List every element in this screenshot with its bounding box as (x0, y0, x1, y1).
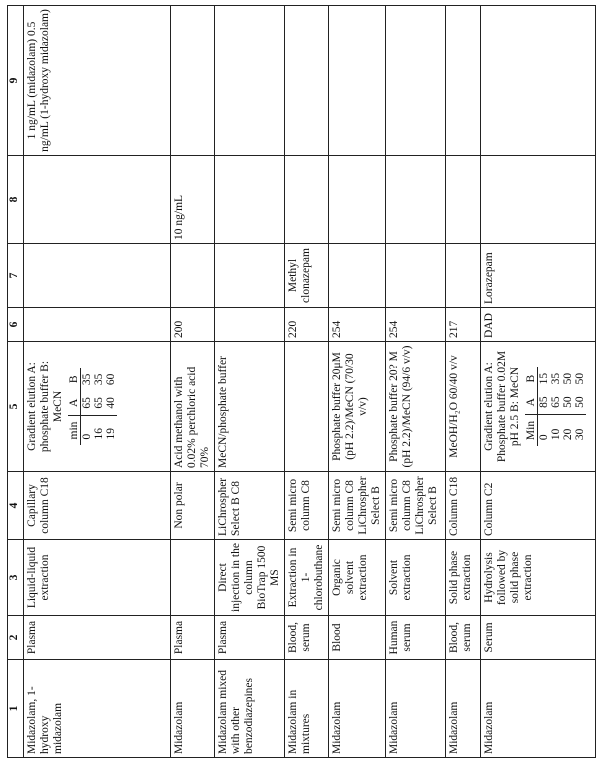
column-header: 3 (8, 540, 24, 616)
gradient-cell: 20 (562, 414, 574, 446)
loq-cell (329, 6, 386, 156)
loq-cell (215, 6, 285, 156)
internal-standard-cell (386, 244, 446, 308)
table-row (329, 6, 386, 758)
gradient-header-row (68, 368, 81, 446)
matrix-cell: Plasma (24, 616, 171, 660)
table-row (24, 6, 171, 758)
internal-standard-cell: Lorazepam (481, 244, 596, 308)
gradient-cell: 65 (93, 397, 105, 409)
wavelength-cell: 217 (446, 308, 481, 342)
gradient-cell: 50 (574, 372, 586, 385)
gradient-cell: 60 (105, 373, 117, 386)
analyte-cell: Midazolam (481, 660, 596, 758)
gradient-table (68, 368, 117, 446)
internal-standard-cell (171, 244, 215, 308)
gradient-cell: 40 (105, 397, 117, 409)
gradient-row (81, 368, 94, 446)
column-header: 2 (8, 616, 24, 660)
wavelength-cell: 200 (171, 308, 215, 342)
matrix-cell: Plasma (215, 616, 285, 660)
gradient-cell: 50 (562, 372, 574, 385)
table-row (285, 6, 329, 758)
gradient-table (525, 367, 586, 446)
gradient-cell: 35 (93, 373, 105, 386)
lod-cell (329, 156, 386, 244)
column-cell: Capillary column C18 (24, 472, 171, 540)
wavelength-cell (24, 308, 171, 342)
column-header: 9 (8, 6, 24, 156)
lod-cell (446, 156, 481, 244)
mobile-phase-cell: MeOH/H₂O 60/40 v/v (446, 342, 481, 472)
matrix-cell: Blood, serum (446, 616, 481, 660)
lod-cell (215, 156, 285, 244)
mobile-phase-cell: Phosphate buffer 20? M (pH 2.2)/MeCN (94/6 v/v) (386, 342, 446, 472)
gradient-cell: 35 (81, 373, 93, 386)
sample-prep-cell: Hydrolysis followed by solid phase extraction (481, 540, 596, 616)
column-cell: Column C18 (446, 472, 481, 540)
internal-standard-cell: Methyl clonazepam (285, 244, 329, 308)
matrix-cell: Blood (329, 616, 386, 660)
gradient-cell: 15 (538, 372, 550, 385)
analyte-cell: Midazolam, 1-hydroxy midazolam (24, 660, 171, 758)
mobile-phase-cell (24, 342, 171, 472)
column-header: 4 (8, 472, 24, 540)
column-header: 1 (8, 660, 24, 758)
analyte-cell: Midazolam mixed with other benzodiazepines (215, 660, 285, 758)
loq-cell (446, 6, 481, 156)
gradient-header: A (525, 390, 538, 414)
column-header: 5 (8, 342, 24, 472)
column-header: 7 (8, 244, 24, 308)
gradient-row (574, 367, 586, 446)
gradient-header: B (68, 368, 81, 392)
gradient-title: Gradient elution A: Phosphate buffer 0.02M pH 2.5 B: MeCN (483, 350, 521, 463)
sample-prep-cell (171, 540, 215, 616)
wavelength-cell: 220 (285, 308, 329, 342)
wavelength-cell: 254 (386, 308, 446, 342)
gradient-header: A (68, 391, 81, 415)
gradient-cell: 30 (574, 414, 586, 446)
sample-prep-cell: Extraction in 1-chlorobuthane (285, 540, 329, 616)
gradient-cell: 19 (105, 415, 117, 445)
column-cell: Semi micro column C8 LiChrospher Select B (329, 472, 386, 540)
gradient-cell: 85 (538, 396, 550, 408)
lod-cell: 10 ng/mL (171, 156, 215, 244)
loq-cell (481, 6, 596, 156)
analyte-cell: Midazolam (329, 660, 386, 758)
gradient-row (105, 368, 117, 446)
column-header: 8 (8, 156, 24, 244)
column-cell: Semi micro column C8 LiChrospher Select B (386, 472, 446, 540)
column-cell: Column C2 (481, 472, 596, 540)
table-row (446, 6, 481, 758)
analyte-cell: Midazolam (446, 660, 481, 758)
gradient-row (562, 367, 574, 446)
table-row (215, 6, 285, 758)
gradient-cell: 16 (93, 415, 105, 445)
methods-table (7, 5, 596, 758)
column-cell: Semi micro column C8 (285, 472, 329, 540)
mobile-phase-cell: Phosphate buffer 20μM (pH 2.2)/MeCN (70/30 v/v) (329, 342, 386, 472)
sample-prep-cell: Solvent extraction (386, 540, 446, 616)
gradient-header: B (525, 367, 538, 391)
internal-standard-cell (24, 244, 171, 308)
mobile-phase-cell: Acid methanol with 0.02% perchloric acid 70% (171, 342, 215, 472)
gradient-row (550, 367, 562, 446)
analyte-cell: Midazolam (386, 660, 446, 758)
sample-prep-cell: Direct injection in the column BioTrap 1500 MS (215, 540, 285, 616)
gradient-cell: 0 (81, 415, 94, 445)
sample-prep-cell: Organic solvent extraction (329, 540, 386, 616)
loq-cell (171, 6, 215, 156)
mobile-phase-cell (481, 342, 596, 472)
column-cell: Non polar (171, 472, 215, 540)
gradient-header-row (525, 367, 538, 446)
table-row (171, 6, 215, 758)
lod-cell (386, 156, 446, 244)
gradient-title: Gradient elution A: phosphate buffer B: MeCN (26, 360, 64, 453)
lod-cell (285, 156, 329, 244)
sample-prep-cell: Liquid-liquid extraction (24, 540, 171, 616)
column-header: 6 (8, 308, 24, 342)
gradient-cell: 10 (550, 414, 562, 446)
table-row (481, 6, 596, 758)
gradient-cell: 50 (574, 396, 586, 408)
mobile-phase-cell: MeCN/phosphate buffer (215, 342, 285, 472)
matrix-cell: Human serum (386, 616, 446, 660)
wavelength-cell: DAD (481, 308, 596, 342)
wavelength-cell: 254 (329, 308, 386, 342)
matrix-cell: Serum (481, 616, 596, 660)
internal-standard-cell (215, 244, 285, 308)
lod-cell (24, 156, 171, 244)
gradient-cell: 65 (81, 397, 93, 409)
gradient-row (93, 368, 105, 446)
mobile-phase-cell (285, 342, 329, 472)
table-row (386, 6, 446, 758)
gradient-row (538, 367, 551, 446)
loq-cell: 1 ng/mL (midazolam) 0.5 ng/mL (1-hydroxy midazolam) (24, 6, 171, 156)
analyte-cell: Midazolam in mixtures (285, 660, 329, 758)
internal-standard-cell (446, 244, 481, 308)
gradient-cell: 35 (550, 372, 562, 385)
sample-prep-cell: Solid phase extraction (446, 540, 481, 616)
gradient-cell: 0 (538, 414, 551, 446)
loq-cell (386, 6, 446, 156)
matrix-cell: Blood, serum (285, 616, 329, 660)
internal-standard-cell (329, 244, 386, 308)
lod-cell (481, 156, 596, 244)
gradient-cell: 65 (550, 396, 562, 408)
wavelength-cell (215, 308, 285, 342)
gradient-header: min (68, 415, 81, 445)
gradient-cell: 50 (562, 396, 574, 408)
gradient-header: Min (525, 414, 538, 446)
analyte-cell: Midazolam (171, 660, 215, 758)
column-cell: LiChrospher Select B C8 (215, 472, 285, 540)
loq-cell (285, 6, 329, 156)
header-row (8, 6, 24, 758)
matrix-cell: Plasma (171, 616, 215, 660)
